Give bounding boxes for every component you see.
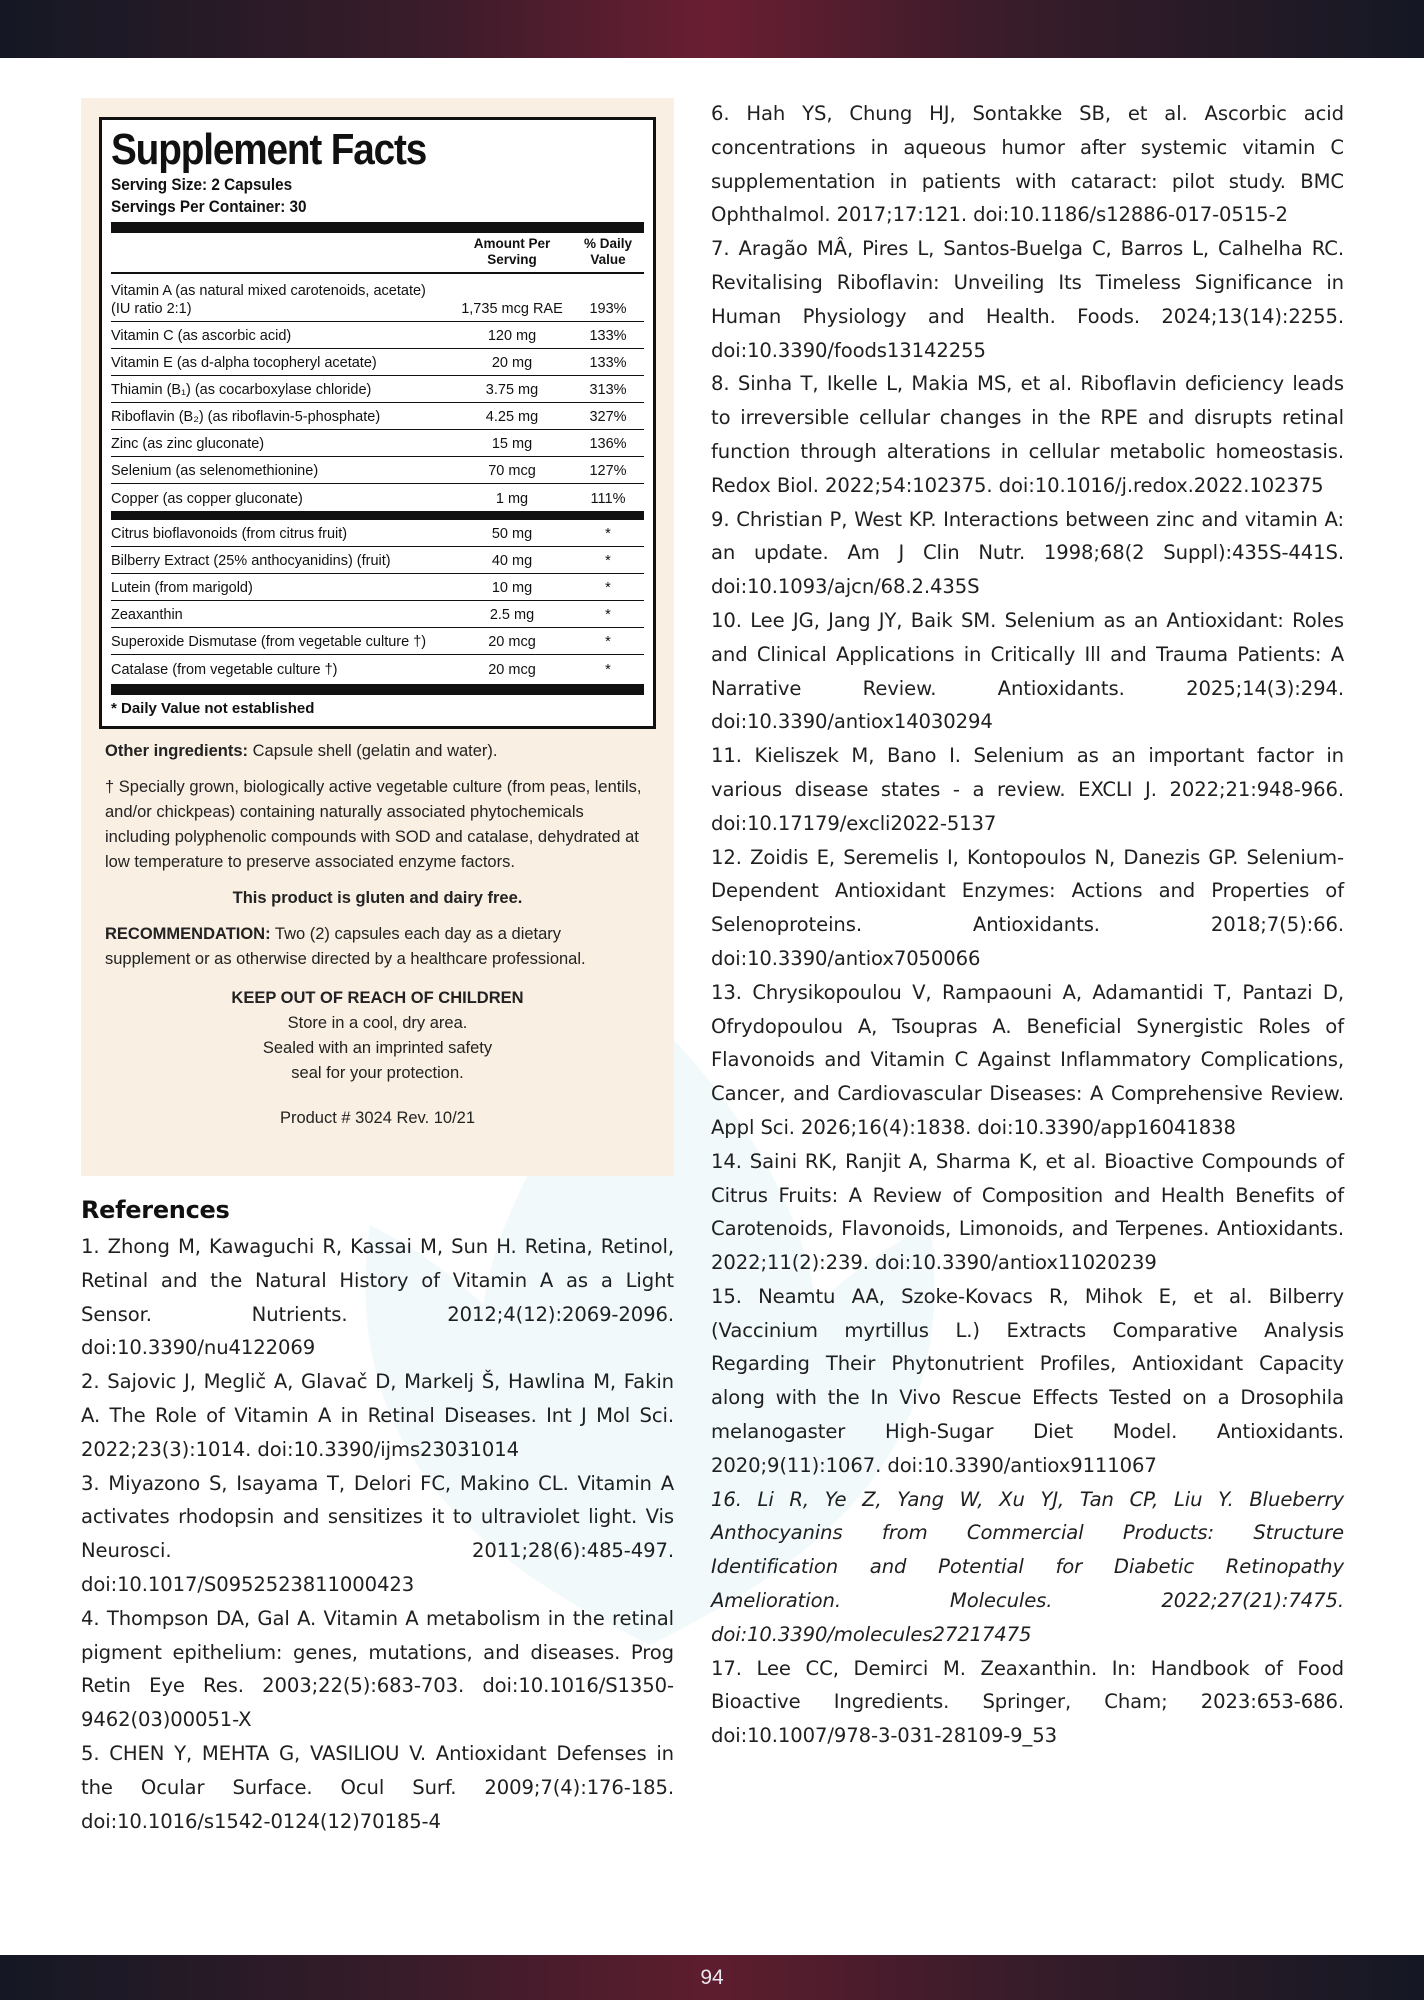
col-amount-header: Amount Per Serving [473,236,551,267]
facts-header-row [111,233,644,274]
keep-out-warning: KEEP OUT OF REACH OF CHILDREN [231,989,524,1007]
nutrient-amount: 40 mg [491,553,533,569]
reference-item: 7. Aragão MÂ, Pires L, Santos-Buelga C, Barros L, Calhelha RC. Revitalising Riboflavin: Unveiling Its Timeless Significance in Human Physiology and Health. Foods. 2024;13(14):2255. doi:10.3390/foods13142255 [711,237,1344,362]
nutrient-amount: 50 mg [491,526,533,542]
nutrient-row [111,274,644,322]
reference-item: 13. Chrysikopoulou V, Rampaouni A, Adamantidi T, Pantazi D, Ofrydopoulou A, Tsoupras A. Beneficial Synergistic Roles of Flavonoids and Vitamin C Against Inflammatory Complications, Cancer, and Cardiovascular Diseases: A Comprehensive Review. Appl Sci. 2026;16(4):1838. doi:10.3390/app16041838 [711,980,1344,1139]
nutrient-dv: * [605,526,611,542]
nutrient-amount: 70 mcg [488,463,536,479]
reference-item: 4. Thompson DA, Gal A. Vitamin A metabolism in the retinal pigment epithelium: genes, mutations, and diseases. Prog Retin Eye Res. 2003;22(5):683-703. doi:10.1016/S1350-9462(03)00051-X [81,1606,674,1732]
rule [111,222,644,233]
nutrient-name: Selenium (as selenomethionine) [111,463,319,479]
nutrient-name: Bilberry Extract (25% anthocyanidins) (fruit) [111,553,391,569]
nutrient-name: Vitamin A (as natural mixed carotenoids, acetate) (IU ratio 2:1) [111,283,426,317]
other-ingredients-label: Other ingredients: [105,742,249,760]
nutrient-amount: 120 mg [487,328,537,344]
nutrient-row [111,484,644,511]
nutrient-amount: 1,735 mcg RAE [461,301,563,317]
rule [111,511,644,520]
nutrient-row [111,430,644,457]
recommendation-label: RECOMMENDATION: [105,925,271,943]
nutrient-name: Vitamin C (as ascorbic acid) [111,328,292,344]
nutrient-row [111,322,644,349]
reference-item: 17. Lee CC, Demirci M. Zeaxanthin. In: Handbook of Food Bioactive Ingredients. Springer, Cham; 2023:653-686. doi:10.1007/978-3-031-28109-9_53 [711,1656,1344,1748]
reference-item: 14. Saini RK, Ranjit A, Sharma K, et al. Bioactive Compounds of Citrus Fruits: A Review of Composition and Health Benefits of Carotenoids, Flavonoids, Limonoids, and Terpenes. Antioxidants. 2022;11(2):239. doi:10.3390/antiox11020239 [711,1149,1344,1275]
col-daily-header: % Daily Value [583,236,633,267]
supplement-facts-label [99,117,656,729]
nutrient-dv: 136% [589,436,627,452]
nutrient-name: Riboflavin (B₂) (as riboflavin-5-phosphate) [111,409,381,425]
reference-item: 16. Li R, Ye Z, Yang W, Xu YJ, Tan CP, Liu Y. Blueberry Anthocyanins from Commercial Products: Structure Identification and Potential for Diabetic Retinopathy Amelioration. Molecules. 2022;27(21):7475. doi:10.3390/molecules27217475 [711,1487,1344,1646]
reference-item: 11. Kieliszek M, Bano I. Selenium as an important factor in various disease states - a review. EXCLI J. 2022;21:948-966. doi:10.17179/excli2022-5137 [711,744,1344,835]
daily-value-note: * Daily Value not established [111,700,315,717]
nutrient-dv: * [605,634,611,650]
nutrient-row [111,655,644,682]
nutrient-amount: 2.5 mg [489,607,535,623]
page-number: 94 [700,1965,724,1989]
nutrient-row [111,349,644,376]
nutrient-row [111,601,644,628]
facts-notes [99,729,656,1131]
nutrient-dv: 313% [589,382,627,398]
nutrient-amount: 10 mg [491,580,533,596]
rule [111,684,644,695]
gluten-free-note: This product is gluten and dairy free. [232,889,523,907]
nutrient-row [111,628,644,655]
nutrient-amount: 15 mg [491,436,533,452]
bottom-banner [0,1955,1424,2000]
serving-size: Serving Size: 2 Capsules [111,175,293,194]
supplement-facts-panel [81,98,674,1176]
nutrient-row [111,403,644,430]
nutrient-name: Copper (as copper gluconate) [111,491,303,507]
nutrient-name: Vitamin E (as d-alpha tocopheryl acetate) [111,355,377,371]
product-code: Product # 3024 Rev. 10/21 [279,1109,476,1127]
nutrient-dv: 127% [589,463,627,479]
nutrient-amount: 3.75 mg [485,382,539,398]
nutrient-name: Thiamin (B₁) (as cocarboxylase chloride) [111,382,372,398]
reference-item: 15. Neamtu AA, Szoke-Kovacs R, Mihok E, et al. Bilberry (Vaccinium myrtillus L.) Extracts Comparative Analysis Regarding Their Phytonutrient Profiles, Antioxidant Capacity along with the In Vivo Rescue Effects Tested on a Drosophila melanogaster High-Sugar Diet Model. Antioxidants. 2020;9(11):1067. doi:10.3390/antiox9111067 [711,1284,1344,1477]
nutrient-dv: 327% [589,409,627,425]
reference-item: 3. Miyazono S, Isayama T, Delori FC, Makino CL. Vitamin A activates rhodopsin and sensitizes it to ultraviolet light. Vis Neurosci. 2011;28(6):485-497. doi:10.1017/S0952523811000423 [81,1471,674,1596]
references-left-column [81,1230,674,1838]
reference-item: 9. Christian P, West KP. Interactions between zinc and vitamin A: an update. Am J Clin Nutr. 1998;68(2 Suppl):435S-441S. doi:10.1093/ajcn/68.2.435S [711,507,1344,599]
nutrient-dv: 193% [589,301,627,317]
storage-line: Sealed with an imprinted safety [262,1039,493,1057]
reference-item: 10. Lee JG, Jang JY, Baik SM. Selenium as an Antioxidant: Roles and Clinical Applications in Critically Ill and Trauma Patients: A Narrative Review. Antioxidants. 2025;14(3):294. doi:10.3390/antiox14030294 [711,608,1344,734]
nutrient-amount: 4.25 mg [485,409,539,425]
nutrient-dv: * [605,553,611,569]
storage-line: seal for your protection. [291,1064,464,1082]
nutrient-name: Citrus bioflavonoids (from citrus fruit) [111,526,348,542]
dagger-note: † Specially grown, biologically active vegetable culture (from peas, lentils, and/or chickpeas) containing naturally associated phytochemicals including polyphenolic compounds with SOD and catalase, dehydrated at low temperature to preserve associated enzyme factors. [105,778,642,871]
references-right-column [711,97,1344,1753]
nutrient-amount: 20 mcg [488,662,536,678]
nutrient-name: Superoxide Dismutase (from vegetable culture †) [111,634,427,650]
storage-line: Store in a cool, dry area. [287,1014,468,1032]
servings-per-container: Servings Per Container: 30 [111,197,307,216]
nutrient-dv: * [605,580,611,596]
recommendation [105,922,650,972]
reference-item: 6. Hah YS, Chung HJ, Sontakke SB, et al. Ascorbic acid concentrations in aqueous humor after systemic vitamin C supplementation in patients with cataract: pilot study. BMC Ophthalmol. 2017;17:121. doi:10.1186/s12886-017-0515-2 [711,102,1344,227]
recommendation-text: Two (2) capsules each day as a dietary supplement or as otherwise directed by a healthcare professional. [105,925,586,968]
nutrient-name: Lutein (from marigold) [111,580,253,596]
reference-item: 1. Zhong M, Kawaguchi R, Kassai M, Sun H. Retina, Retinol, Retinal and the Natural History of Vitamin A as a Light Sensor. Nutrients. 2012;4(12):2069-2096. doi:10.3390/nu4122069 [81,1235,674,1360]
reference-item: 8. Sinha T, Ikelle L, Makia MS, et al. Riboflavin deficiency leads to irreversible cellular changes in the RPE and disrupts retinal function through alterations in cellular metabolic homeostasis. Redox Biol. 2022;54:102375. doi:10.1016/j.redox.2022.102375 [711,372,1344,497]
nutrient-dv: 133% [589,355,627,371]
nutrient-dv: * [605,607,611,623]
reference-item: 2. Sajovic J, Meglič A, Glavač D, Markelj Š, Hawlina M, Fakin A. The Role of Vitamin A in Retinal Diseases. Int J Mol Sci. 2022;23(3):1014. doi:10.3390/ijms23031014 [81,1370,674,1461]
reference-item: 12. Zoidis E, Seremelis I, Kontopoulos N, Danezis GP. Selenium-Dependent Antioxidant Enzymes: Actions and Properties of Selenoproteins. Antioxidants. 2018;7(5):66. doi:10.3390/antiox7050066 [711,845,1344,970]
nutrient-dv: 133% [589,328,627,344]
nutrient-amount: 20 mcg [488,634,536,650]
nutrient-amount: 1 mg [495,491,529,507]
nutrient-name: Zinc (as zinc gluconate) [111,436,265,452]
nutrient-dv: * [605,662,611,678]
nutrient-dv: 111% [590,491,626,507]
facts-title: Supplement Facts [111,125,427,174]
other-ingredients-text: Capsule shell (gelatin and water). [252,742,498,760]
nutrient-name: Zeaxanthin [111,607,183,623]
references-heading: References [81,1196,230,1224]
nutrient-row [111,457,644,484]
nutrient-row [111,547,644,574]
nutrient-amount: 20 mg [491,355,533,371]
nutrient-row [111,520,644,547]
other-ingredients [105,739,650,764]
nutrient-row [111,574,644,601]
nutrient-name: Catalase (from vegetable culture †) [111,662,338,678]
nutrient-row [111,376,644,403]
top-banner [0,0,1424,58]
reference-item: 5. CHEN Y, MEHTA G, VASILIOU V. Antioxidant Defenses in the Ocular Surface. Ocul Surf. 2009;7(4):176-185. doi:10.1016/s1542-0124(12)70185-4 [81,1741,674,1833]
